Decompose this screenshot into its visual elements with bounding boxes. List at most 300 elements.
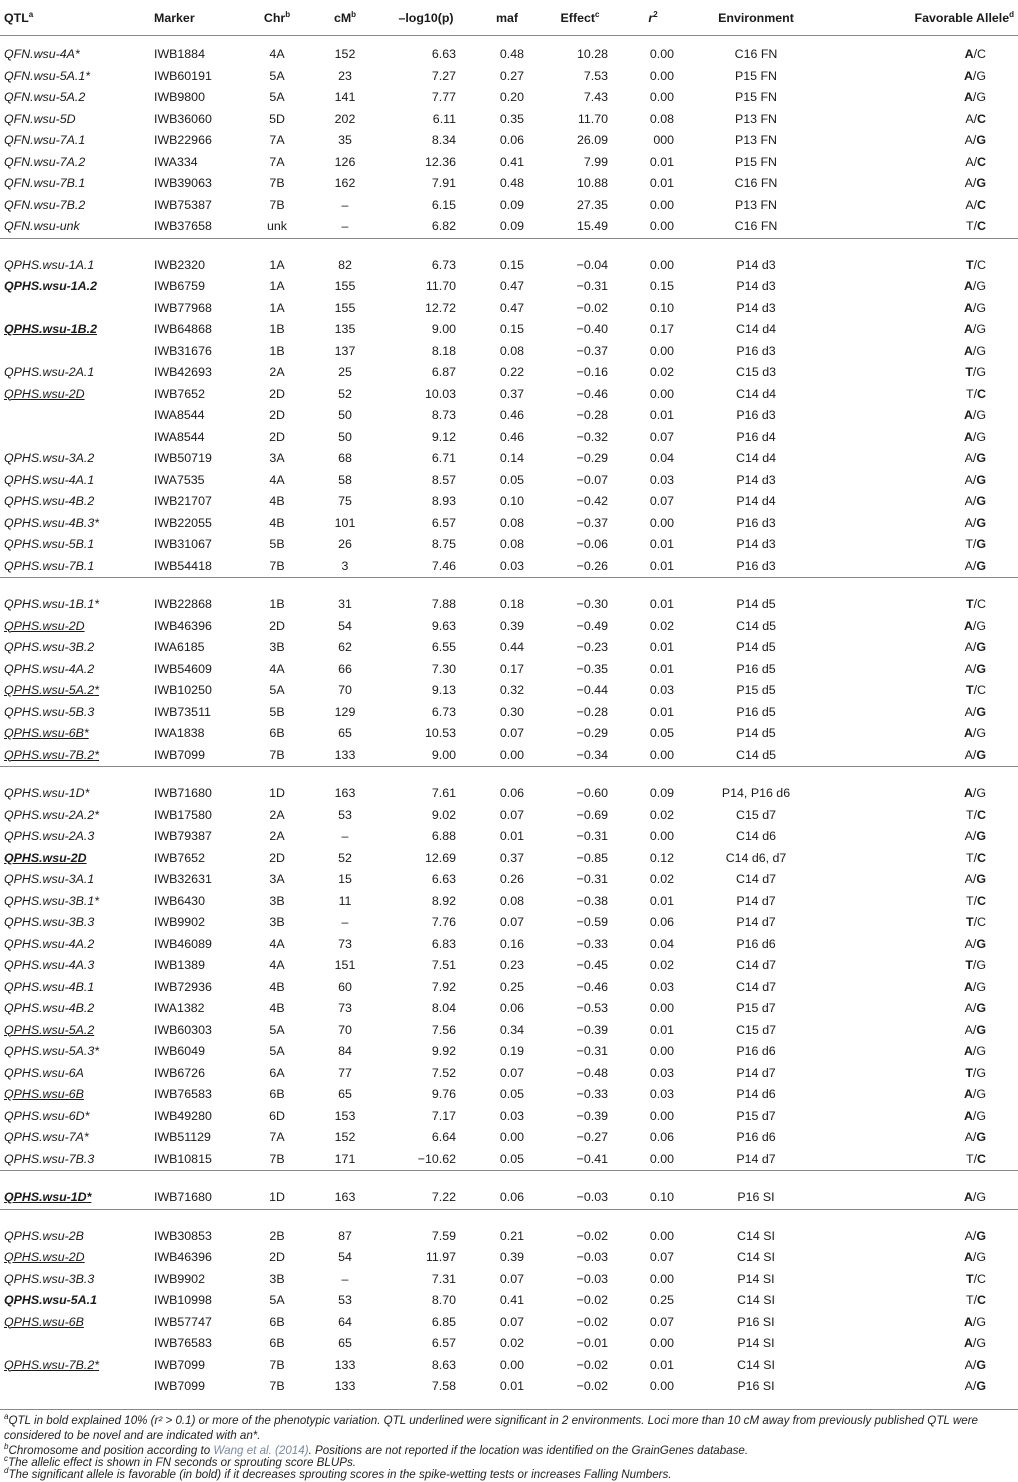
marker-cell-text: IWB54609 <box>154 661 212 676</box>
table-row <box>0 44 1018 66</box>
environment-cell <box>686 702 826 724</box>
allele-two: G <box>976 472 986 487</box>
logp-cell-text: 9.00 <box>431 747 456 762</box>
marker-cell <box>150 955 242 977</box>
table-row <box>0 448 1018 470</box>
logp-cell <box>378 594 474 616</box>
allele-two: G <box>976 558 986 573</box>
effect-cell-text: −0.06 <box>576 537 608 551</box>
environment-cell-text: C14 SI <box>737 1228 775 1243</box>
allele-cell <box>826 384 1018 406</box>
cm-cell-text: 133 <box>334 1379 356 1393</box>
qtl-name: QFN.wsu-4A <box>4 47 75 61</box>
effect-cell-text: 7.53 <box>583 68 608 83</box>
effect-cell-text: −0.03 <box>576 1271 608 1286</box>
maf-cell-text: 0.48 <box>499 176 524 190</box>
allele-one: A <box>963 1336 973 1350</box>
r2-cell <box>620 869 686 891</box>
effect-cell <box>540 869 620 891</box>
allele-two: C <box>977 257 986 272</box>
allele-slash: / <box>972 1044 977 1058</box>
environment-cell <box>686 448 826 470</box>
chr-cell-text: 1D <box>269 1190 285 1204</box>
logp-cell <box>378 745 474 767</box>
maf-cell <box>474 869 540 891</box>
environment-cell <box>686 556 826 578</box>
logp-cell <box>378 616 474 638</box>
logp-cell <box>378 216 474 238</box>
effect-cell <box>540 826 620 848</box>
allele-one: A <box>963 979 973 994</box>
marker-cell-text: IWB6430 <box>154 893 205 908</box>
logp-cell-text: 7.91 <box>431 176 456 190</box>
marker-cell <box>150 616 242 638</box>
chr-cell-text: 7B <box>269 558 285 573</box>
col-cm-header: $cM^b$ <box>312 0 378 36</box>
chr-cell-text: 7B <box>269 1151 285 1166</box>
allele-slash: / <box>973 1293 978 1307</box>
table-row <box>0 87 1018 109</box>
r2-cell <box>620 534 686 556</box>
cm-cell-text: 133 <box>334 747 356 762</box>
allele-cell <box>826 1333 1018 1355</box>
effect-cell-text: −0.37 <box>576 515 608 530</box>
allele-one: T <box>965 1065 973 1080</box>
table-row <box>0 298 1018 320</box>
maf-cell-text: 0.19 <box>499 1044 524 1058</box>
marker-cell <box>150 44 242 66</box>
r2-cell <box>620 1247 686 1269</box>
marker-cell-text: IWB60303 <box>154 1022 212 1037</box>
environment-cell-text: P16 d6 <box>736 1044 776 1058</box>
qtl-name: QPHS.wsu-5B.1 <box>4 537 95 551</box>
logp-cell <box>378 1290 474 1312</box>
maf-cell-text: 0.09 <box>499 197 524 212</box>
logp-cell-text: 6.63 <box>431 47 456 61</box>
r2-cell <box>620 723 686 745</box>
allele-two: G <box>976 1022 986 1037</box>
cm-cell-text: 73 <box>338 936 352 951</box>
chr-cell <box>242 1312 312 1334</box>
cm-cell <box>312 1269 378 1291</box>
qtl-cell <box>0 869 150 891</box>
maf-cell-text: 0.08 <box>499 515 524 530</box>
marker-cell <box>150 448 242 470</box>
maf-cell-text: 0.16 <box>499 936 524 951</box>
allele-cell <box>826 1290 1018 1312</box>
col-qtl-header: QTL$^a$ <box>0 0 150 36</box>
effect-cell-text: 10.88 <box>576 176 608 190</box>
marker-cell <box>150 637 242 659</box>
allele-slash: / <box>973 219 978 233</box>
allele-slash: / <box>972 343 977 358</box>
r2-cell <box>620 362 686 384</box>
marker-cell-text: IWB46396 <box>154 618 212 633</box>
chr-cell-text: 3B <box>269 640 285 654</box>
cm-cell <box>312 276 378 298</box>
r2-cell-text: 0.00 <box>649 829 674 843</box>
col-chr-header: Chr$^b$ <box>242 0 312 36</box>
logp-cell <box>378 1376 474 1398</box>
logp-cell <box>378 66 474 88</box>
effect-cell <box>540 745 620 767</box>
allele-two: C <box>977 1271 986 1286</box>
qtl-cell <box>0 745 150 767</box>
allele-slash: / <box>973 47 978 61</box>
allele-cell <box>826 1106 1018 1128</box>
cm-cell <box>312 1063 378 1085</box>
maf-cell-text: 0.07 <box>499 1314 524 1329</box>
marker-cell <box>150 1041 242 1063</box>
qtl-cell <box>0 616 150 638</box>
cm-cell <box>312 637 378 659</box>
allele-cell <box>826 216 1018 238</box>
chr-cell <box>242 1084 312 1106</box>
table-row <box>0 384 1018 406</box>
reference-link[interactable]: Wang et al. (2014) <box>213 1444 309 1457</box>
maf-cell-text: 0.15 <box>499 257 524 272</box>
logp-cell <box>378 1312 474 1334</box>
marker-cell-text: IWA1838 <box>154 726 205 740</box>
allele-one: T <box>966 386 974 401</box>
table-row <box>0 1020 1018 1042</box>
marker-cell-text: IWA1382 <box>154 1001 205 1015</box>
r2-cell-text: 0.00 <box>649 68 674 83</box>
marker-cell-text: IWB10250 <box>154 683 212 697</box>
effect-cell <box>540 362 620 384</box>
allele-cell <box>826 195 1018 217</box>
marker-cell-text: IWB50719 <box>154 451 212 465</box>
marker-cell <box>150 1106 242 1128</box>
maf-cell <box>474 1084 540 1106</box>
allele-two: G <box>976 300 986 315</box>
allele-cell <box>826 1269 1018 1291</box>
r2-cell <box>620 513 686 535</box>
cm-cell-text: 64 <box>338 1314 352 1329</box>
allele-two: G <box>976 515 986 530</box>
marker-cell <box>150 87 242 109</box>
allele-one: T <box>966 915 974 929</box>
novel-star-marker: * <box>84 786 90 800</box>
environment-cell-text: P14 d5 <box>736 597 776 611</box>
cm-cell <box>312 891 378 913</box>
r2-cell <box>620 44 686 66</box>
allele-two: C <box>977 807 986 822</box>
environment-cell-text: P16 d6 <box>736 936 776 951</box>
maf-cell <box>474 513 540 535</box>
chr-cell <box>242 680 312 702</box>
allele-slash: / <box>972 747 977 762</box>
allele-cell <box>826 805 1018 827</box>
environment-cell <box>686 1269 826 1291</box>
maf-cell-text: 0.08 <box>499 343 524 358</box>
logp-cell <box>378 298 474 320</box>
allele-slash: / <box>973 1151 978 1166</box>
environment-cell <box>686 848 826 870</box>
r2-cell-text: 0.15 <box>649 279 674 293</box>
maf-cell-text: 0.39 <box>499 618 524 633</box>
chr-cell-text: 2B <box>269 1228 285 1243</box>
maf-cell <box>474 255 540 277</box>
allele-slash: / <box>972 176 977 190</box>
allele-one: A <box>963 1190 973 1204</box>
chr-cell-text: 6A <box>269 1065 285 1080</box>
qtl-name: QPHS.wsu-2B <box>4 1228 84 1243</box>
allele-slash: / <box>972 936 977 951</box>
qtl-name: QPHS.wsu-1D <box>4 1190 87 1204</box>
effect-cell-text: −0.01 <box>576 1336 608 1350</box>
environment-cell-text: P16 SI <box>737 1379 775 1393</box>
cm-cell <box>312 1127 378 1149</box>
chr-cell-text: 1A <box>269 300 285 315</box>
logp-cell <box>378 513 474 535</box>
logp-cell-text: 6.73 <box>431 704 456 719</box>
r2-cell-text: 0.00 <box>649 1379 674 1393</box>
qtl-cell <box>0 319 150 341</box>
r2-cell-text: 0.03 <box>649 472 674 487</box>
environment-cell <box>686 1187 826 1209</box>
environment-cell <box>686 319 826 341</box>
chr-cell-text: 7A <box>269 154 285 169</box>
allele-one: A <box>964 176 973 190</box>
allele-one: A <box>964 472 973 487</box>
marker-cell-text: IWB17580 <box>154 807 212 822</box>
effect-cell-text: −0.44 <box>576 683 608 697</box>
allele-two: G <box>976 829 986 843</box>
table-row <box>0 702 1018 724</box>
effect-cell <box>540 173 620 195</box>
effect-cell-text: 26.09 <box>576 133 608 147</box>
allele-slash: / <box>973 197 978 212</box>
marker-cell <box>150 977 242 999</box>
chr-cell <box>242 912 312 934</box>
allele-cell <box>826 702 1018 724</box>
cm-cell <box>312 298 378 320</box>
novel-star-marker: * <box>94 597 100 611</box>
effect-cell <box>540 109 620 131</box>
maf-cell <box>474 1106 540 1128</box>
cm-cell <box>312 87 378 109</box>
logp-cell <box>378 977 474 999</box>
logp-cell <box>378 723 474 745</box>
r2-cell-text: 0.00 <box>649 90 674 104</box>
chr-cell <box>242 1149 312 1171</box>
maf-cell <box>474 491 540 513</box>
effect-cell <box>540 130 620 152</box>
qtl-cell <box>0 1269 150 1291</box>
novel-star-marker: * <box>94 893 100 908</box>
marker-cell-text: IWB7099 <box>154 747 205 762</box>
logp-cell <box>378 556 474 578</box>
chr-cell-text: 1B <box>269 597 285 611</box>
logp-cell-text: 12.72 <box>424 300 456 315</box>
logp-cell-text: 6.82 <box>431 219 456 233</box>
environment-cell <box>686 491 826 513</box>
environment-cell <box>686 783 826 805</box>
maf-cell <box>474 362 540 384</box>
qtl-name: QPHS.wsu-6A <box>4 1065 84 1080</box>
r2-cell-text: 0.00 <box>649 47 674 61</box>
qtl-name: QPHS.wsu-4B.2 <box>4 1001 95 1015</box>
chr-cell <box>242 427 312 449</box>
allele-cell <box>826 173 1018 195</box>
effect-cell <box>540 1226 620 1248</box>
chr-cell-text: 7B <box>269 1357 285 1372</box>
environment-cell <box>686 745 826 767</box>
marker-cell-text: IWB7099 <box>154 1357 205 1372</box>
effect-cell-text: −0.31 <box>576 1044 608 1058</box>
qtl-name: QPHS.wsu-6B <box>4 1314 84 1329</box>
marker-cell-text: IWA7535 <box>154 472 205 487</box>
maf-cell-text: 0.03 <box>499 558 524 573</box>
allele-one: A <box>963 1087 973 1101</box>
allele-cell <box>826 87 1018 109</box>
novel-star-marker: * <box>84 1108 90 1123</box>
maf-cell <box>474 594 540 616</box>
logp-cell-text: 6.73 <box>431 257 456 272</box>
allele-slash: / <box>972 365 977 379</box>
cm-cell <box>312 534 378 556</box>
logp-cell <box>378 362 474 384</box>
logp-cell <box>378 491 474 513</box>
logp-cell-text: 6.15 <box>431 197 456 212</box>
cm-cell-text: 152 <box>334 1130 356 1144</box>
allele-one: A <box>964 1228 973 1243</box>
chr-cell <box>242 298 312 320</box>
maf-cell-text: 0.46 <box>499 408 524 422</box>
effect-cell <box>540 556 620 578</box>
r2-cell-text: 0.09 <box>649 786 674 800</box>
allele-one: A <box>963 279 973 293</box>
qtl-cell <box>0 470 150 492</box>
qtl-name: QPHS.wsu-7B.2 <box>4 1357 95 1372</box>
effect-cell <box>540 1149 620 1171</box>
environment-cell-text: P14 d3 <box>736 279 776 293</box>
allele-slash: / <box>973 1271 978 1286</box>
footnote-c-sup: c <box>4 1454 8 1463</box>
environment-cell-text: P14 d4 <box>736 494 776 508</box>
chr-cell <box>242 637 312 659</box>
allele-two: G <box>976 494 986 508</box>
novel-star-marker: * <box>94 1357 100 1372</box>
r2-cell <box>620 1312 686 1334</box>
footnote-c-text: The allelic effect is shown in FN seconds or sprouting score BLUPs. <box>8 1456 356 1469</box>
qtl-cell <box>0 1333 150 1355</box>
allele-slash: / <box>972 1314 977 1329</box>
allele-one: A <box>964 661 973 676</box>
allele-one: A <box>963 726 973 740</box>
cm-cell-text: 152 <box>334 47 356 61</box>
qtl-name: QPHS.wsu-3B.1 <box>4 893 95 908</box>
qtl-cell <box>0 1084 150 1106</box>
maf-cell <box>474 109 540 131</box>
chr-cell <box>242 1187 312 1209</box>
effect-cell <box>540 934 620 956</box>
r2-cell-text: 0.00 <box>649 1228 674 1243</box>
effect-cell <box>540 87 620 109</box>
allele-two: G <box>976 1190 986 1204</box>
effect-cell-text: −0.42 <box>576 494 608 508</box>
effect-cell-text: −0.02 <box>576 1379 608 1393</box>
effect-cell <box>540 255 620 277</box>
effect-cell-text: 27.35 <box>576 197 608 212</box>
maf-cell <box>474 66 540 88</box>
maf-cell-text: 0.22 <box>499 365 524 379</box>
environment-cell <box>686 130 826 152</box>
cm-cell-text: 66 <box>338 661 352 676</box>
r2-cell <box>620 216 686 238</box>
effect-cell <box>540 977 620 999</box>
qtl-cell <box>0 1127 150 1149</box>
table-row <box>0 826 1018 848</box>
r2-cell-text: 0.00 <box>649 386 674 401</box>
qtl-cell <box>0 1187 150 1209</box>
environment-cell <box>686 891 826 913</box>
qtl-name: QPHS.wsu-6D <box>4 1108 85 1123</box>
col-logp-header: –log10(p) <box>378 0 474 36</box>
maf-cell-text: 0.01 <box>499 1379 524 1393</box>
table-row <box>0 1269 1018 1291</box>
allele-two: G <box>976 1130 986 1144</box>
cm-cell <box>312 998 378 1020</box>
r2-cell <box>620 298 686 320</box>
chr-cell-text: 5B <box>269 537 285 551</box>
qtl-cell <box>0 1376 150 1398</box>
table-row <box>0 152 1018 174</box>
marker-cell <box>150 152 242 174</box>
chr-cell-text: 4A <box>269 958 285 972</box>
environment-cell-text: P14 SI <box>737 1336 775 1350</box>
cm-cell <box>312 1247 378 1269</box>
logp-cell-text: 8.75 <box>431 537 456 551</box>
environment-cell <box>686 934 826 956</box>
cm-cell <box>312 594 378 616</box>
allele-one: A <box>964 829 973 843</box>
chr-cell-text: 7B <box>269 1379 285 1393</box>
marker-cell <box>150 470 242 492</box>
r2-cell <box>620 977 686 999</box>
qtl-name: QPHS.wsu-4A.2 <box>4 936 95 951</box>
qtl-name: QPHS.wsu-3B.3 <box>4 915 95 929</box>
allele-cell <box>826 1247 1018 1269</box>
qtl-cell <box>0 298 150 320</box>
allele-two: C <box>977 111 986 126</box>
logp-cell <box>378 637 474 659</box>
environment-cell <box>686 255 826 277</box>
maf-cell <box>474 44 540 66</box>
cm-cell-text: 126 <box>334 154 356 169</box>
environment-cell-text: C14 d7 <box>736 979 776 994</box>
marker-cell-text: IWB72936 <box>154 979 212 994</box>
r2-cell-text: 0.00 <box>649 1336 674 1350</box>
environment-cell-text: C14 SI <box>737 1250 775 1264</box>
effect-cell <box>540 1312 620 1334</box>
environment-cell-text: P16 d5 <box>736 704 776 719</box>
qtl-cell <box>0 87 150 109</box>
allele-two: C <box>977 850 986 865</box>
effect-cell-text: −0.23 <box>576 640 608 654</box>
r2-cell-text: 0.00 <box>649 747 674 762</box>
environment-cell-text: P14 d5 <box>736 726 776 740</box>
environment-cell <box>686 1149 826 1171</box>
allele-cell <box>826 448 1018 470</box>
chr-cell <box>242 362 312 384</box>
r2-cell <box>620 848 686 870</box>
allele-cell <box>826 255 1018 277</box>
environment-cell-text: P14 d3 <box>736 472 776 487</box>
qtl-name: QPHS.wsu-2A.2 <box>4 807 95 822</box>
allele-two: C <box>977 915 986 929</box>
